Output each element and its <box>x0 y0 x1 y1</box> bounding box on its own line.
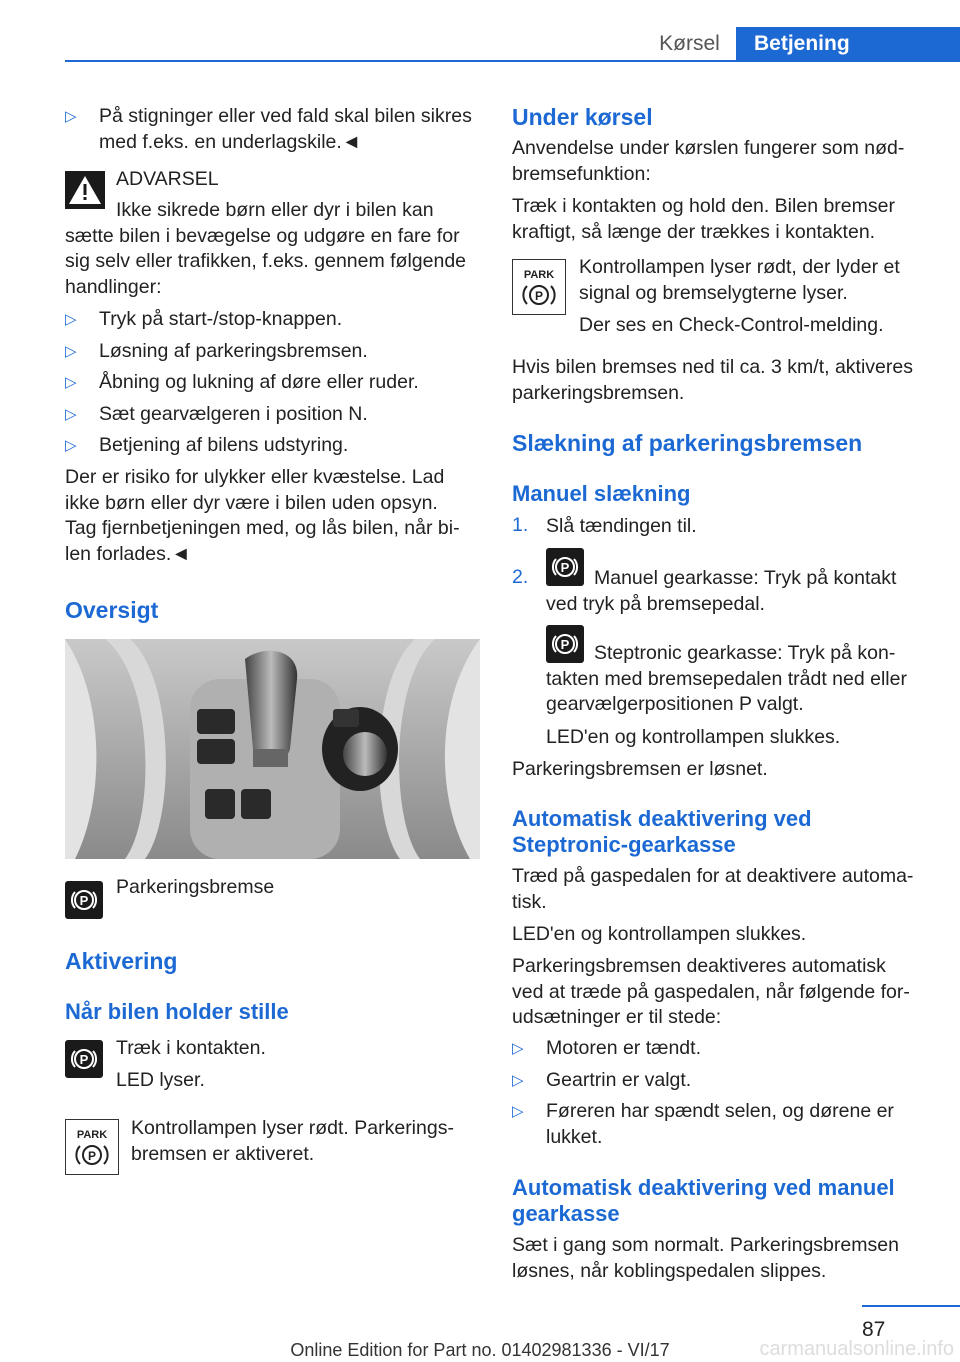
parking-brake-icon <box>65 1040 103 1078</box>
step-text: Manuel gearkasse: Tryk på kontakt ved tryk på bremsepedal. <box>546 567 897 615</box>
paragraph: Kontrollampen lyser rødt, der lyder et signal og bremselygterne lyser. <box>579 256 900 304</box>
bullet-marker-icon: ▷ <box>65 406 77 423</box>
subheading-manuel: Manuel slækning <box>512 481 691 506</box>
bullet-marker-icon: ▷ <box>65 343 77 360</box>
bullet-marker-icon: ▷ <box>512 1072 524 1089</box>
step-text: Slå tændingen til. <box>546 515 697 537</box>
step-text: LED lyser. <box>116 1069 205 1091</box>
bullet-text: Betjening af bilens udstyring. <box>99 434 349 456</box>
subheading-naar-bilen: Når bilen holder stille <box>65 999 289 1024</box>
subheading-auto-manuel: Automatisk deaktivering ved manuel gearkasse <box>512 1175 895 1226</box>
section-heading-under-korsel: Under kørsel <box>512 104 653 130</box>
svg-text:P: P <box>79 1052 89 1067</box>
warning-text: Ikke sikrede børn eller dyr i bilen kan sætte bilen i bevægelse og udgøre en fare for sig selv eller trafikken, f.eks. gennem følgende handlinger: <box>65 199 467 298</box>
park-indicator-icon <box>65 1119 119 1175</box>
park-indicator-icon <box>512 259 566 315</box>
bullet-marker-icon: ▷ <box>65 437 77 454</box>
svg-text:P: P <box>534 289 544 303</box>
step-text: Træk i kontakten. <box>116 1037 266 1059</box>
paragraph: Træd på gaspedalen for at deaktivere automa-tisk. <box>512 865 914 913</box>
paragraph: Parkeringsbremsen deaktiveres automatisk ved at træde på gaspedalen, når følgende for-udsætninger er til stede: <box>512 955 910 1028</box>
bullet-marker-icon: ▷ <box>65 311 77 328</box>
paragraph: Sæt i gang som normalt. Parkeringsbremsen løsnes, når koblingspedalen slippes. <box>512 1234 899 1282</box>
bullet-text: Løsning af parkeringsbremsen. <box>99 340 368 362</box>
subheading-auto-steptronic: Automatisk deaktivering ved Steptronic-gearkasse <box>512 806 812 857</box>
risk-text: Der er risiko for ulykker eller kvæstelse. Lad ikke børn eller dyr være i bilen uden opsyn. Tag fjernbetjeningen med, og lås bilen, når bi-len forlades.◄ <box>65 466 460 565</box>
paragraph: Træk i kontakten og hold den. Bilen bremser kraftigt, så længe der trækkes i kontakten. <box>512 195 895 243</box>
step-text: Steptronic gearkasse: Tryk på kon-takten med bremsepedalen trådt ned eller gearvælgerpositionen P valgt. <box>546 642 907 715</box>
gear-console-photo <box>65 639 480 859</box>
svg-text:P: P <box>79 893 89 908</box>
paragraph: Parkeringsbremsen er løsnet. <box>512 758 768 780</box>
tab-korsel[interactable]: Kørsel <box>659 32 720 55</box>
bullet-marker-icon: ▷ <box>65 374 77 391</box>
section-heading-oversigt: Oversigt <box>65 597 159 623</box>
bullet-text: Geartrin er valgt. <box>546 1069 692 1091</box>
svg-text:PARK: PARK <box>76 1129 108 1141</box>
step-text: LED'en og kontrollampen slukkes. <box>546 726 841 748</box>
paragraph: Anvendelse under kørslen fungerer som nød-bremsefunktion: <box>512 137 905 185</box>
photo-caption: Parkeringsbremse <box>116 876 275 898</box>
svg-text:P: P <box>87 1149 97 1163</box>
paragraph: Der ses en Check-Control-melding. <box>579 314 884 336</box>
tab-betjening[interactable]: Betjening <box>736 27 960 62</box>
watermark: carmanualsonline.info <box>759 1338 954 1360</box>
footer-rule <box>862 1305 960 1307</box>
svg-text:P: P <box>560 560 570 575</box>
parking-brake-icon <box>65 881 103 919</box>
bullet-text: Åbning og lukning af døre eller ruder. <box>99 371 419 393</box>
bullet-marker-icon: ▷ <box>512 1103 524 1120</box>
page-number: 87 <box>862 1318 886 1341</box>
bullet-text: Motoren er tændt. <box>546 1037 701 1059</box>
bullet-text: På stigninger eller ved fald skal bilen sikres med f.eks. en underlagskile.◄ <box>99 105 472 153</box>
header-rule <box>65 60 960 62</box>
svg-text:PARK: PARK <box>523 269 555 281</box>
step-number: 1. <box>512 514 529 536</box>
bullet-marker-icon: ▷ <box>65 108 77 125</box>
warning-title: ADVARSEL <box>116 168 219 190</box>
svg-text:P: P <box>560 637 570 652</box>
bullet-marker-icon: ▷ <box>512 1040 524 1057</box>
edition-footer: Online Edition for Part no. 01402981336 - VI/17 <box>290 1340 670 1360</box>
kontrol-text: Kontrollampen lyser rødt. Parkerings-bremsen er aktiveret. <box>131 1117 454 1165</box>
bullet-text: Tryk på start-/stop-knappen. <box>99 308 343 330</box>
paragraph: Hvis bilen bremses ned til ca. 3 km/t, aktiveres parkeringsbremsen. <box>512 356 913 404</box>
section-heading-slaekning: Slækning af parkeringsbremsen <box>512 430 863 456</box>
paragraph: LED'en og kontrollampen slukkes. <box>512 923 807 945</box>
bullet-text: Sæt gearvælgeren i position N. <box>99 403 368 425</box>
section-heading-aktivering: Aktivering <box>65 948 178 974</box>
bullet-text: Føreren har spændt selen, og dørene er lukket. <box>546 1100 894 1148</box>
step-number: 2. <box>512 566 529 588</box>
